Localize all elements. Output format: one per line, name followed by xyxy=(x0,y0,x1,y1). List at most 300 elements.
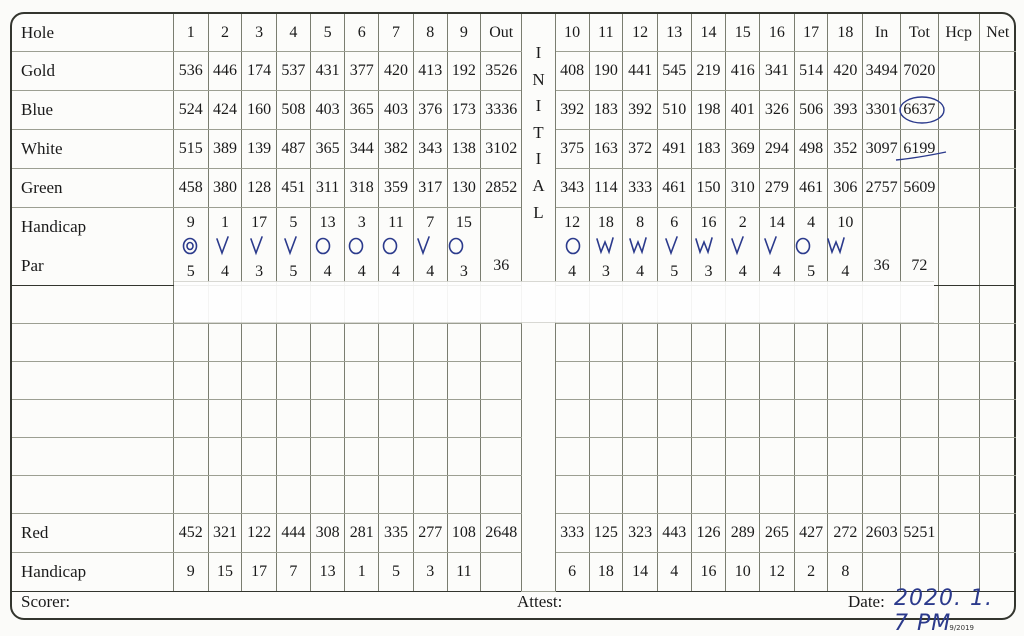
yardage: 451 xyxy=(277,169,311,208)
score-cell xyxy=(447,400,481,438)
handicap-index: 3 xyxy=(413,553,447,592)
yardage: 380 xyxy=(208,169,242,208)
yardage: 441 xyxy=(623,52,658,91)
handicap-label: Handicap xyxy=(12,208,173,247)
yardage: 427 xyxy=(794,514,828,553)
handicap-index-cell xyxy=(589,208,623,247)
score-cell xyxy=(794,438,828,476)
handicap-index-cell xyxy=(794,208,828,247)
handicap-index: 9 xyxy=(173,553,208,592)
handicap-index: 13 xyxy=(310,553,345,592)
tee-name: White xyxy=(12,130,173,169)
hole-number: 13 xyxy=(657,14,691,52)
score-cell xyxy=(310,324,345,362)
tot-total: 6637 xyxy=(900,91,938,130)
player-name-cell xyxy=(12,324,173,362)
score-cell xyxy=(828,438,863,476)
yardage: 344 xyxy=(345,130,379,169)
yardage: 138 xyxy=(447,130,481,169)
yardage: 128 xyxy=(242,169,277,208)
in-label: In xyxy=(863,14,901,52)
net-cell xyxy=(979,514,1016,553)
score-cell xyxy=(173,476,208,514)
hole-number: 2 xyxy=(208,14,242,52)
score-cell xyxy=(277,400,311,438)
score-cell xyxy=(242,400,277,438)
yardage: 524 xyxy=(173,91,208,130)
hole-row xyxy=(12,14,1016,52)
handicap-index: 4 xyxy=(657,553,691,592)
hole-number: 16 xyxy=(760,14,795,52)
handicap-index: 11 xyxy=(388,214,404,231)
hcp-cell xyxy=(938,130,979,169)
handicap-index: 5 xyxy=(379,553,414,592)
yardage: 114 xyxy=(589,169,623,208)
score-cell xyxy=(173,438,208,476)
yardage: 130 xyxy=(447,169,481,208)
yardage: 343 xyxy=(413,130,447,169)
net-cell xyxy=(979,52,1016,91)
yardage: 126 xyxy=(691,514,726,553)
tee-row-green xyxy=(12,169,1016,208)
score-cell xyxy=(208,324,242,362)
yardage: 219 xyxy=(691,52,726,91)
par-value-cell xyxy=(173,246,208,286)
yardage: 190 xyxy=(589,52,623,91)
paper-strip xyxy=(174,281,934,323)
yardage: 160 xyxy=(242,91,277,130)
hole-number: 10 xyxy=(555,14,589,52)
yardage: 401 xyxy=(726,91,760,130)
handicap-index: 8 xyxy=(636,214,645,231)
yardage: 444 xyxy=(277,514,311,553)
yardage: 281 xyxy=(345,514,379,553)
yardage: 317 xyxy=(413,169,447,208)
out-total: 3526 xyxy=(481,52,522,91)
score-cell xyxy=(589,362,623,400)
handicap-index-cell xyxy=(447,208,481,247)
handicap-index: 14 xyxy=(623,553,658,592)
score-cell xyxy=(726,438,760,476)
tot-cell xyxy=(900,553,938,592)
par-in: 36 xyxy=(863,246,901,286)
score-cell xyxy=(555,362,589,400)
yardage: 272 xyxy=(828,514,863,553)
hcp-cell xyxy=(938,91,979,130)
handicap-index: 1 xyxy=(345,553,379,592)
net-cell xyxy=(979,169,1016,208)
score-cell xyxy=(379,476,414,514)
yardage: 506 xyxy=(794,91,828,130)
par-value-cell xyxy=(794,246,828,286)
yardage: 323 xyxy=(623,514,658,553)
par-value: 3 xyxy=(459,262,468,280)
handicap-index-cell xyxy=(379,208,414,247)
tee-row-white xyxy=(12,130,1016,169)
out-total: 3102 xyxy=(481,130,522,169)
player-score-row xyxy=(12,324,1016,362)
yardage: 365 xyxy=(310,130,345,169)
score-cell xyxy=(760,400,795,438)
net-cell xyxy=(979,400,1016,438)
yardage: 508 xyxy=(277,91,311,130)
handicap-index: 8 xyxy=(828,553,863,592)
par-value: 3 xyxy=(704,262,713,280)
score-cell xyxy=(447,438,481,476)
score-cell xyxy=(726,476,760,514)
initial-letter: I xyxy=(535,149,542,169)
hcp-cell xyxy=(938,324,979,362)
in-cell xyxy=(863,400,901,438)
score-cell xyxy=(345,438,379,476)
in-cell xyxy=(863,438,901,476)
yardage: 183 xyxy=(589,91,623,130)
score-cell xyxy=(623,438,658,476)
handicap-index: 18 xyxy=(597,214,614,231)
handicap-index: 1 xyxy=(220,214,229,231)
score-cell xyxy=(691,362,726,400)
in-cell xyxy=(863,324,901,362)
player-name-cell xyxy=(12,362,173,400)
score-cell xyxy=(345,362,379,400)
handicap-index-cell xyxy=(760,208,795,247)
handicap-index: 10 xyxy=(837,214,854,231)
par-value-cell xyxy=(623,246,658,286)
score-cell xyxy=(447,324,481,362)
handicap-index-cell xyxy=(345,208,379,247)
hole-number: 8 xyxy=(413,14,447,52)
tot-total: 5251 xyxy=(900,514,938,553)
attest-label: Attest: xyxy=(517,592,563,611)
ladies-handicap-row xyxy=(12,553,1016,592)
score-cell xyxy=(794,476,828,514)
hole-number: 12 xyxy=(623,14,658,52)
handicap-index: 7 xyxy=(277,553,311,592)
tot-cell xyxy=(900,362,938,400)
par-value-cell xyxy=(555,246,589,286)
scorer-label: Scorer: xyxy=(21,592,71,611)
tee-name: Blue xyxy=(12,91,173,130)
in-total: 3301 xyxy=(863,91,901,130)
score-cell xyxy=(623,362,658,400)
score-cell xyxy=(413,324,447,362)
handicap-index: 16 xyxy=(700,214,717,231)
score-cell xyxy=(589,438,623,476)
score-cell xyxy=(345,324,379,362)
yardage: 173 xyxy=(447,91,481,130)
handicap-index-cell xyxy=(208,208,242,247)
yardage: 310 xyxy=(726,169,760,208)
par-value-cell xyxy=(379,246,414,286)
net-cell xyxy=(979,91,1016,130)
in-cell xyxy=(863,553,901,592)
yardage: 306 xyxy=(828,169,863,208)
player-score-row xyxy=(12,400,1016,438)
player-score-row xyxy=(12,438,1016,476)
score-cell xyxy=(173,324,208,362)
par-value-cell xyxy=(310,246,345,286)
net-cell xyxy=(979,476,1016,514)
yardage: 139 xyxy=(242,130,277,169)
handicap-index: 16 xyxy=(691,553,726,592)
score-cell xyxy=(277,476,311,514)
score-cell xyxy=(657,362,691,400)
handicap-index: 4 xyxy=(807,214,816,231)
score-cell xyxy=(828,362,863,400)
out-cell xyxy=(481,362,522,400)
handicap-index: 2 xyxy=(738,214,747,231)
yardage: 461 xyxy=(657,169,691,208)
out-total: 3336 xyxy=(481,91,522,130)
handicap-index-cell xyxy=(691,208,726,247)
par-value-cell xyxy=(447,246,481,286)
net-cell xyxy=(979,246,1016,286)
handicap-index: 17 xyxy=(242,553,277,592)
par-value: 5 xyxy=(807,262,816,280)
yardage: 294 xyxy=(760,130,795,169)
yardage: 326 xyxy=(760,91,795,130)
par-value-cell xyxy=(277,246,311,286)
score-cell xyxy=(623,400,658,438)
score-cell xyxy=(310,400,345,438)
par-value: 4 xyxy=(738,262,747,280)
score-cell xyxy=(828,400,863,438)
in-cell xyxy=(863,362,901,400)
score-cell xyxy=(623,476,658,514)
score-cell xyxy=(828,476,863,514)
handicap-index-cell xyxy=(555,208,589,247)
hcp-cell xyxy=(938,52,979,91)
score-cell xyxy=(277,438,311,476)
par-value: 4 xyxy=(357,262,366,280)
yardage: 392 xyxy=(555,91,589,130)
yardage: 491 xyxy=(657,130,691,169)
score-cell xyxy=(379,324,414,362)
yardage: 420 xyxy=(379,52,414,91)
handicap-label: Handicap xyxy=(12,553,173,592)
yardage: 461 xyxy=(794,169,828,208)
score-cell xyxy=(310,438,345,476)
yardage: 375 xyxy=(555,130,589,169)
score-cell xyxy=(413,476,447,514)
out-total: 2852 xyxy=(481,169,522,208)
par-value-cell xyxy=(726,246,760,286)
handicap-index-cell xyxy=(726,208,760,247)
handicap-index-cell xyxy=(828,208,863,247)
hcp-cell xyxy=(938,476,979,514)
in-total: 2757 xyxy=(863,169,901,208)
handicap-index: 15 xyxy=(455,214,472,231)
player-name-cell xyxy=(12,476,173,514)
score-cell xyxy=(589,476,623,514)
hcp-cell xyxy=(938,438,979,476)
score-cell xyxy=(794,400,828,438)
hole-number: 17 xyxy=(794,14,828,52)
hcp-cell xyxy=(938,400,979,438)
score-cell xyxy=(657,400,691,438)
handicap-index: 18 xyxy=(589,553,623,592)
hole-number: 5 xyxy=(310,14,345,52)
score-cell xyxy=(208,400,242,438)
date-value: 2020. 1. 7 PM xyxy=(894,586,993,636)
yardage: 308 xyxy=(310,514,345,553)
par-value-cell xyxy=(413,246,447,286)
net-cell xyxy=(979,362,1016,400)
tot-cell xyxy=(900,400,938,438)
yardage: 277 xyxy=(413,514,447,553)
yardage: 515 xyxy=(173,130,208,169)
yardage: 403 xyxy=(310,91,345,130)
score-cell xyxy=(242,324,277,362)
yardage: 458 xyxy=(173,169,208,208)
yardage: 108 xyxy=(447,514,481,553)
yardage: 183 xyxy=(691,130,726,169)
yardage: 510 xyxy=(657,91,691,130)
score-cell xyxy=(760,324,795,362)
hcp-cell xyxy=(938,169,979,208)
score-cell xyxy=(413,362,447,400)
player-score-row xyxy=(12,362,1016,400)
par-value: 3 xyxy=(255,262,264,280)
tot-total: 5609 xyxy=(900,169,938,208)
yardage: 413 xyxy=(413,52,447,91)
hole-number: 6 xyxy=(345,14,379,52)
yardage: 376 xyxy=(413,91,447,130)
score-cell xyxy=(173,400,208,438)
initial-letter: A xyxy=(532,175,545,195)
hole-number: 7 xyxy=(379,14,414,52)
yardage: 198 xyxy=(691,91,726,130)
par-value: 4 xyxy=(568,262,577,280)
initial-gap xyxy=(522,514,556,592)
handicap-row xyxy=(12,208,1016,247)
par-row xyxy=(12,246,1016,286)
yardage: 365 xyxy=(345,91,379,130)
hole-number: 15 xyxy=(726,14,760,52)
out-cell xyxy=(481,553,522,592)
net-cell xyxy=(979,324,1016,362)
out-label: Out xyxy=(481,14,522,52)
par-value-cell xyxy=(345,246,379,286)
yardage: 443 xyxy=(657,514,691,553)
score-cell xyxy=(589,400,623,438)
net-cell xyxy=(979,130,1016,169)
score-cell xyxy=(242,362,277,400)
par-value-cell xyxy=(691,246,726,286)
yardage: 420 xyxy=(828,52,863,91)
handicap-index: 3 xyxy=(357,214,366,231)
handicap-index-cell xyxy=(242,208,277,247)
score-cell xyxy=(623,324,658,362)
yardage: 377 xyxy=(345,52,379,91)
par-value: 3 xyxy=(601,262,610,280)
yardage: 279 xyxy=(760,169,795,208)
out-cell xyxy=(481,438,522,476)
in-cell xyxy=(863,476,901,514)
score-cell xyxy=(555,324,589,362)
score-cell xyxy=(173,362,208,400)
yardage: 333 xyxy=(623,169,658,208)
yardage: 514 xyxy=(794,52,828,91)
handicap-index: 15 xyxy=(208,553,242,592)
handicap-index: 9 xyxy=(186,214,195,231)
tee-row-blue xyxy=(12,91,1016,130)
score-cell xyxy=(310,362,345,400)
par-value: 4 xyxy=(220,262,229,280)
score-cell xyxy=(726,362,760,400)
hcp-cell xyxy=(938,362,979,400)
score-cell xyxy=(691,400,726,438)
yardage: 392 xyxy=(623,91,658,130)
handicap-index: 7 xyxy=(426,214,435,231)
yardage: 369 xyxy=(726,130,760,169)
tot-cell xyxy=(900,208,938,247)
hcp-cell xyxy=(938,246,979,286)
yardage: 122 xyxy=(242,514,277,553)
player-score-row xyxy=(12,476,1016,514)
tot-cell xyxy=(900,476,938,514)
out-cell xyxy=(481,400,522,438)
score-cell xyxy=(794,324,828,362)
in-total: 2603 xyxy=(863,514,901,553)
par-value: 4 xyxy=(392,262,400,280)
par-value-cell xyxy=(208,246,242,286)
score-cell xyxy=(242,476,277,514)
hole-label: Hole xyxy=(12,14,173,52)
handicap-index: 11 xyxy=(447,553,481,592)
par-value-cell xyxy=(589,246,623,286)
hcp-cell xyxy=(938,208,979,247)
handicap-index: 6 xyxy=(555,553,589,592)
hole-number: 1 xyxy=(173,14,208,52)
score-cell xyxy=(447,476,481,514)
handicap-index: 5 xyxy=(289,214,298,231)
score-cell xyxy=(691,438,726,476)
handicap-index: 13 xyxy=(319,214,336,231)
yardage: 125 xyxy=(589,514,623,553)
hcp-cell xyxy=(938,553,979,592)
date-label: Date: xyxy=(848,592,885,611)
yardage: 382 xyxy=(379,130,414,169)
hole-number: 18 xyxy=(828,14,863,52)
par-value: 4 xyxy=(426,262,435,280)
net-cell xyxy=(979,286,1016,324)
score-cell xyxy=(310,476,345,514)
par-value: 5 xyxy=(670,262,679,280)
yardage: 352 xyxy=(828,130,863,169)
score-cell xyxy=(345,476,379,514)
handicap-index: 6 xyxy=(670,214,679,231)
out-cell xyxy=(481,476,522,514)
yardage: 487 xyxy=(277,130,311,169)
par-label: Par xyxy=(12,246,173,286)
score-cell xyxy=(379,438,414,476)
score-cell xyxy=(691,324,726,362)
score-cell xyxy=(208,438,242,476)
initial-column xyxy=(522,14,556,286)
in-cell xyxy=(863,208,901,247)
hole-number: 9 xyxy=(447,14,481,52)
out-cell xyxy=(481,324,522,362)
score-cell xyxy=(208,476,242,514)
score-cell xyxy=(657,438,691,476)
tee-name: Red xyxy=(12,514,173,553)
score-cell xyxy=(345,400,379,438)
yardage: 163 xyxy=(589,130,623,169)
hole-number: 4 xyxy=(277,14,311,52)
score-cell xyxy=(555,476,589,514)
score-cell xyxy=(447,362,481,400)
